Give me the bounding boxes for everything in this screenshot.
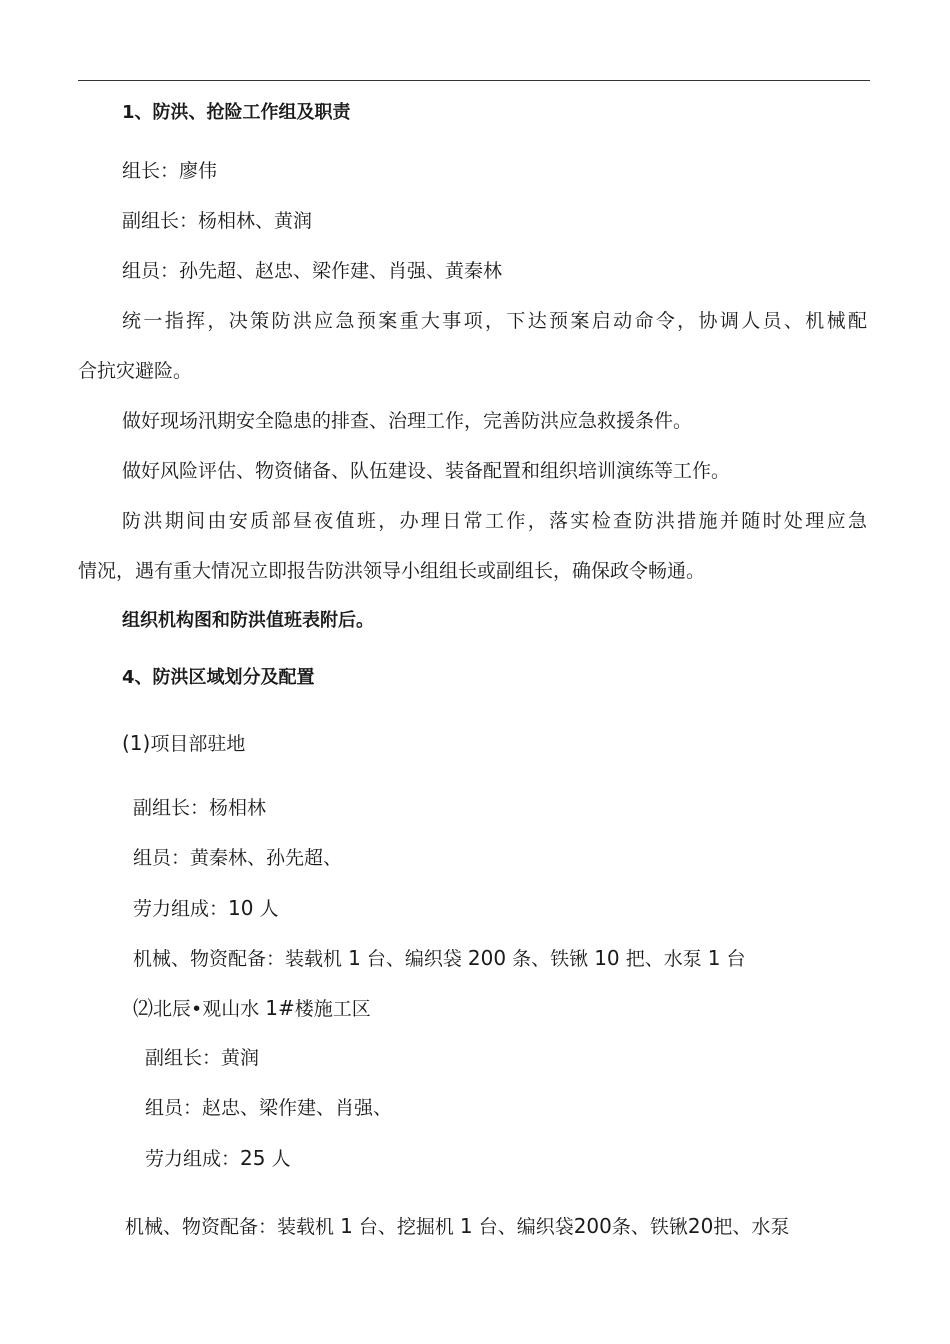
area-2-equip-text-d: 条、铁锹 xyxy=(611,1216,688,1238)
area-2-number: ⑵ xyxy=(133,996,153,1020)
area-1-equip-text-c: 条、铁锹 xyxy=(512,948,589,970)
members-line: 组员：孙先超、赵忠、梁作建、肖强、黄秦林 xyxy=(122,260,503,282)
area-2-labor-value: 25 xyxy=(240,1146,266,1170)
area-1-equipment xyxy=(133,945,746,972)
deputy-leaders-line: 副组长：杨相林、黄润 xyxy=(122,210,313,232)
area-1-labor xyxy=(133,895,279,922)
area-2-equip-text-e: 把、水泵 xyxy=(713,1216,790,1238)
area-2-building-number: 1# xyxy=(265,996,295,1020)
paragraph-1-line-1: 统一指挥，决策防洪应急预案重大事项，下达预案启动命令，协调人员、机械配 xyxy=(122,310,867,332)
area-2-equipment xyxy=(125,1213,789,1240)
area-1-equip-text-a: 机械、物资配备：装载机 xyxy=(133,948,343,970)
area-1-equip-text-b: 台、编织袋 xyxy=(366,948,462,970)
area-2-labor xyxy=(145,1145,291,1172)
area-2-name-b: 楼施工区 xyxy=(294,998,371,1020)
paragraph-1-line-2: 合抗灾避险。 xyxy=(78,360,193,382)
paragraph-3: 做好风险评估、物资储备、队伍建设、装备配置和组织培训演练等工作。 xyxy=(122,460,731,482)
area-2-equip-text-a: 机械、物资配备：装载机 xyxy=(125,1216,335,1238)
area-2-deputy: 副组长：黄润 xyxy=(145,1047,260,1069)
area-2-shovel-count: 20 xyxy=(687,1214,714,1238)
attachment-note: 组织机构图和防洪值班表附后。 xyxy=(122,610,374,631)
area-2-title xyxy=(133,995,371,1022)
area-2-loader-count: 1 xyxy=(340,1214,353,1238)
area-1-deputy: 副组长：杨相林 xyxy=(133,797,267,819)
area-1-equip-text-e: 台 xyxy=(726,948,746,970)
area-2-members: 组员：赵忠、梁作建、肖强、 xyxy=(145,1097,393,1119)
area-1-loader-count: 1 xyxy=(348,946,361,970)
area-1-shovel-count: 10 xyxy=(594,946,620,970)
area-1-title xyxy=(122,730,245,757)
area-1-labor-unit: 人 xyxy=(259,898,279,920)
area-2-equip-text-b: 台、挖掘机 xyxy=(358,1216,454,1238)
area-1-name: 项目部驻地 xyxy=(150,733,246,755)
section-heading-4: 4、防洪区域划分及配置 xyxy=(122,667,315,688)
area-2-bag-count: 200 xyxy=(573,1214,612,1238)
area-1-equip-text-d: 把、水泵 xyxy=(625,948,702,970)
area-1-bag-count: 200 xyxy=(467,946,507,970)
paragraph-2: 做好现场汛期安全隐患的排查、治理工作，完善防洪应急救援条件。 xyxy=(122,410,693,432)
area-2-name-a: 北辰•观山水 xyxy=(153,998,260,1020)
header-rule xyxy=(78,80,870,81)
paragraph-4-line-1: 防洪期间由安质部昼夜值班，办理日常工作，落实检查防洪措施并随时处理应急 xyxy=(122,510,867,532)
area-1-members: 组员：黄秦林、孙先超、 xyxy=(133,847,343,869)
area-2-equip-text-c: 台、编织袋 xyxy=(478,1216,574,1238)
area-2-labor-unit: 人 xyxy=(271,1148,291,1170)
area-1-labor-value: 10 xyxy=(228,896,254,920)
area-2-excavator-count: 1 xyxy=(459,1214,473,1238)
area-1-number: (1) xyxy=(122,731,151,755)
area-1-pump-count: 1 xyxy=(707,946,721,970)
section-heading-1: 1、防洪、抢险工作组及职责 xyxy=(122,102,351,123)
area-2-labor-label: 劳力组成： xyxy=(145,1148,241,1170)
leader-line: 组长：廖伟 xyxy=(122,160,218,182)
area-1-labor-label: 劳力组成： xyxy=(133,898,229,920)
paragraph-4-line-2: 情况，遇有重大情况立即报告防洪领导小组组长或副组长，确保政令畅通。 xyxy=(78,560,706,582)
